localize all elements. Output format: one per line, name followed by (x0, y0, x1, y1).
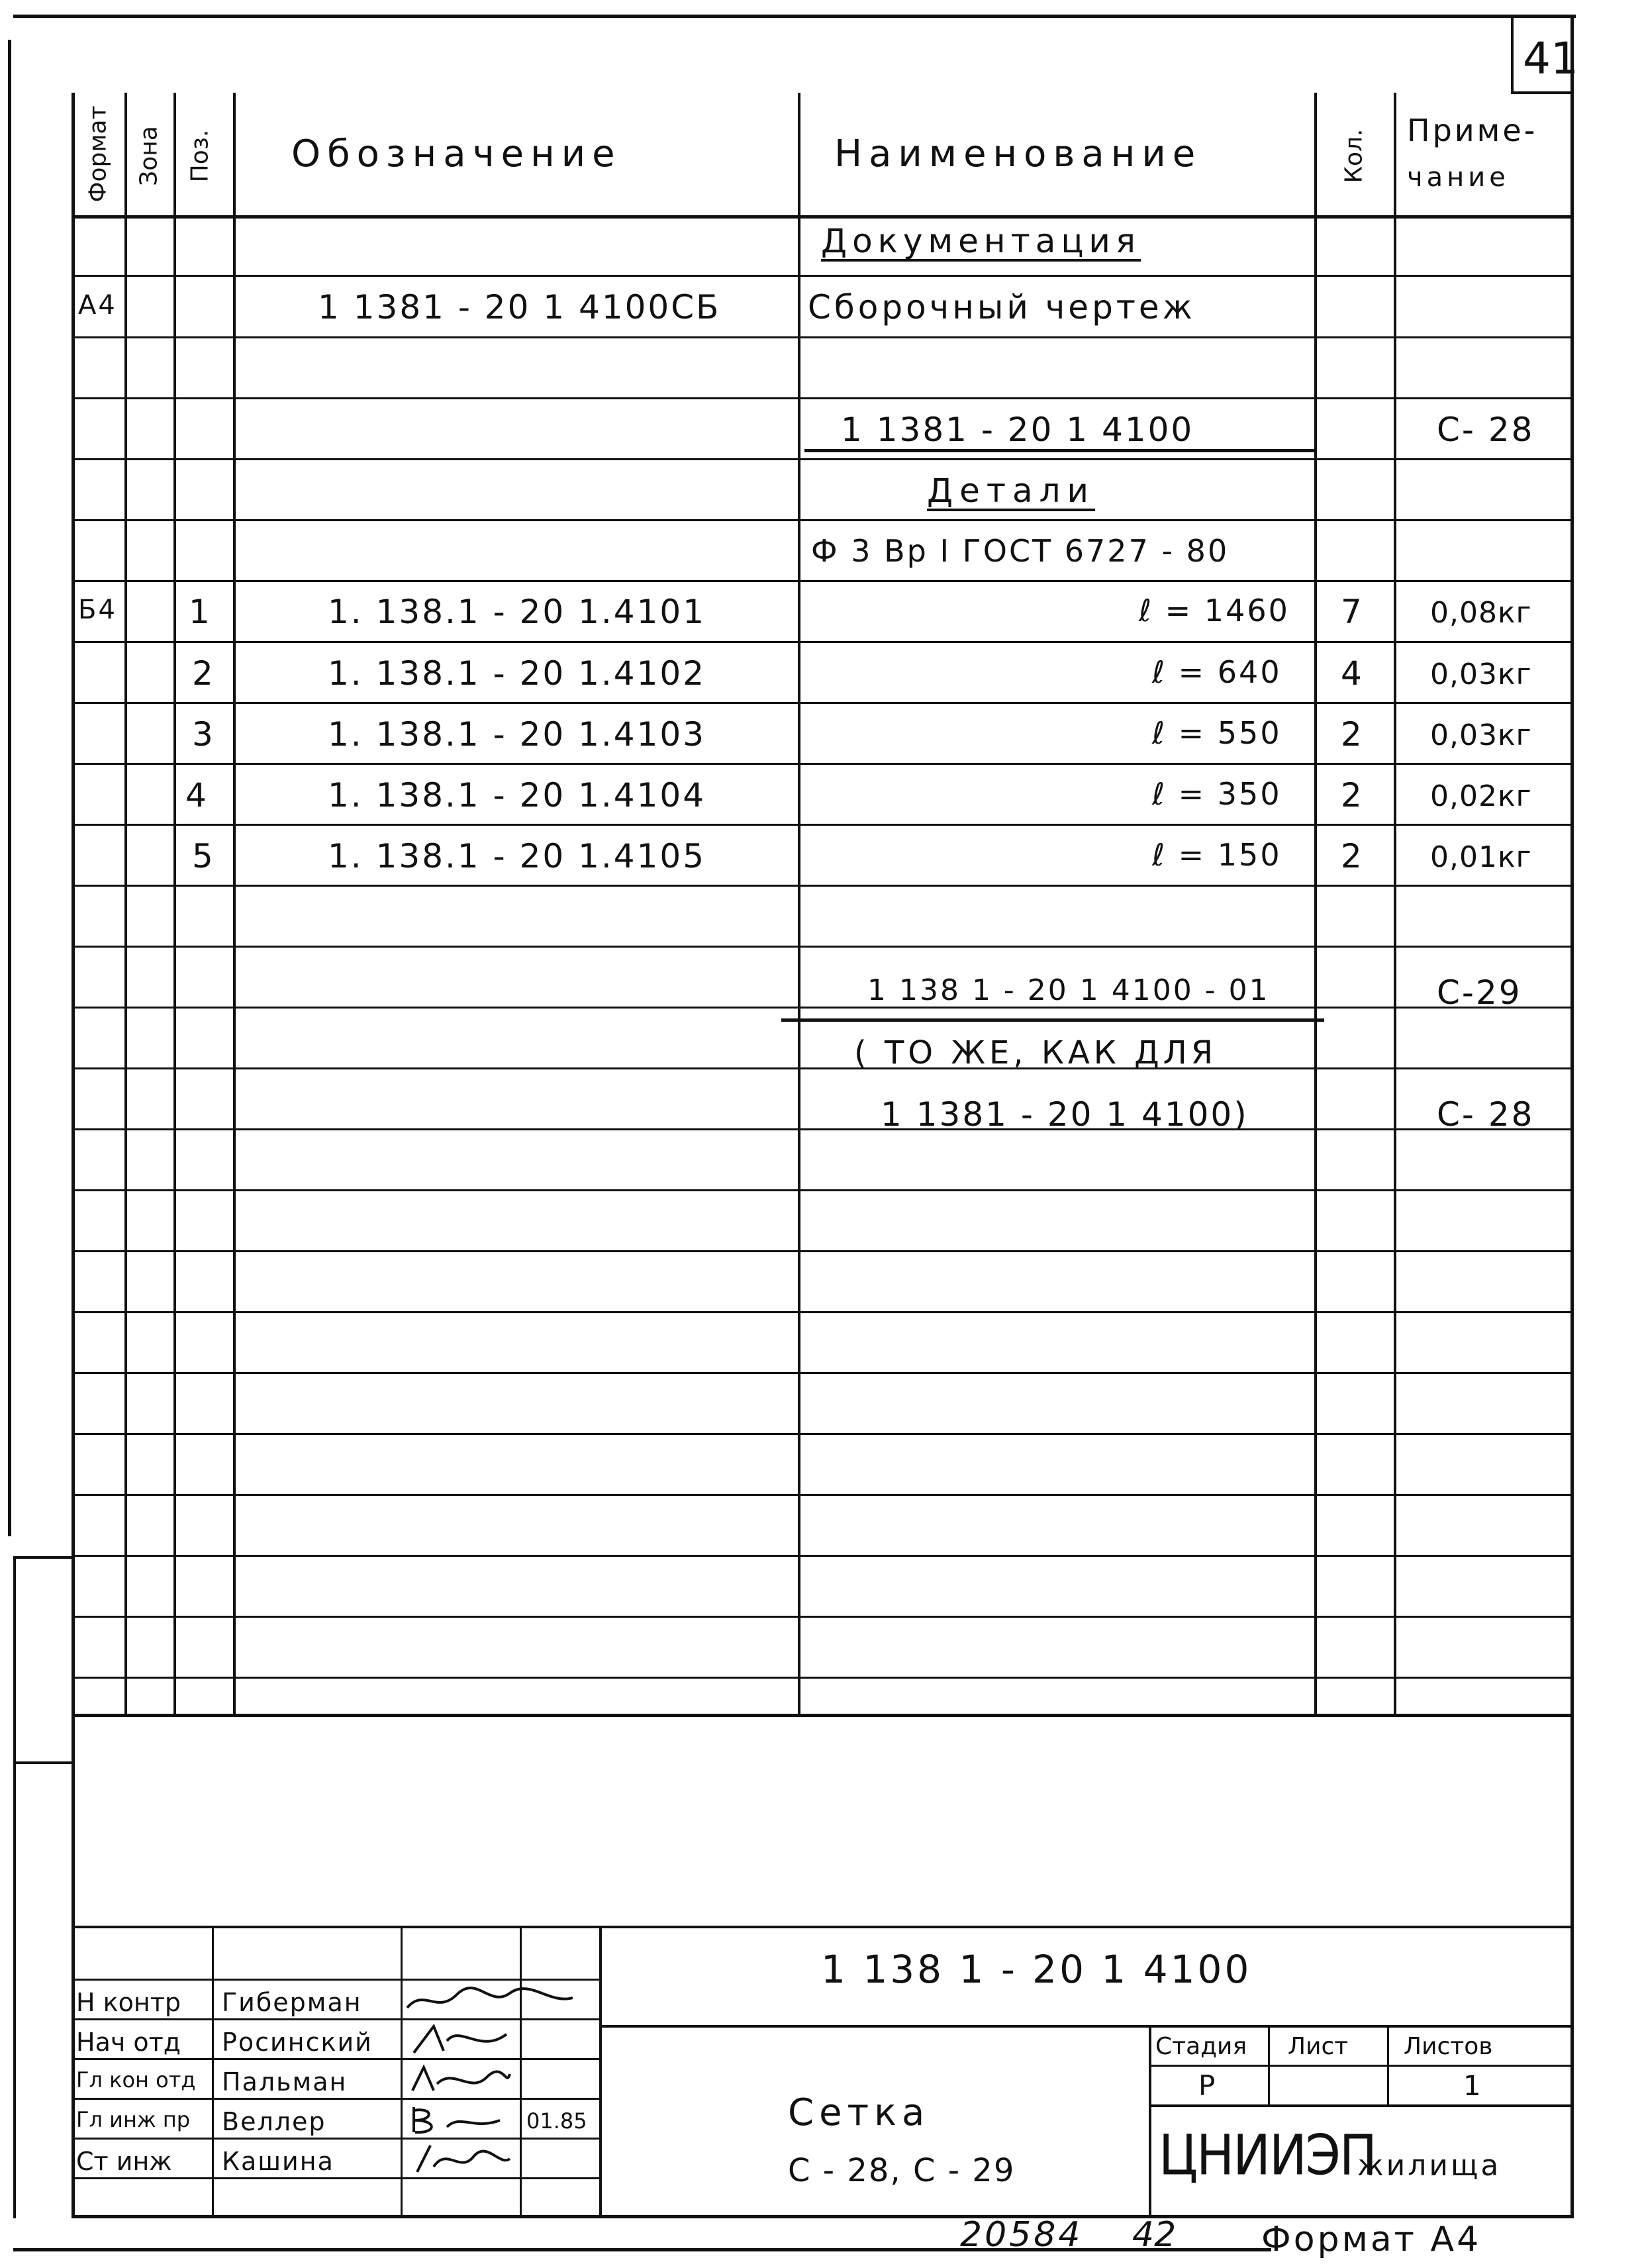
row-6-name: ℓ = 640 (1152, 654, 1282, 690)
row-1-name: Сборочный чертеж (808, 288, 1196, 326)
row-4-name: Ф 3 Вр I ГОСТ 6727 - 80 (811, 533, 1230, 569)
row-9-qty: 2 (1341, 837, 1364, 875)
row-line (72, 763, 1574, 765)
tb-right-section-top (599, 2025, 1574, 2028)
row-6-designation: 1. 138.1 - 20 1.4102 (328, 654, 706, 693)
stage-label: Стадия (1155, 2033, 1247, 2060)
name-veller: Веллер (222, 2107, 326, 2136)
row-line (72, 946, 1574, 948)
row-12-note: С- 28 (1437, 1095, 1535, 1134)
frame-right-line (1570, 15, 1574, 2218)
inventory-number: 20584 (960, 2215, 1083, 2255)
signature (407, 2140, 513, 2177)
underline-kit-code-01 (781, 1018, 1324, 1022)
row-12-name: 1 1381 - 20 1 4100) (881, 1095, 1249, 1134)
row-8-qty: 2 (1341, 776, 1364, 814)
role-gl-kon-otd: Гл кон отд (76, 2067, 196, 2093)
row-7-name: ℓ = 550 (1152, 715, 1282, 751)
row-11-name: ( ТО ЖЕ, КАК ДЛЯ (854, 1034, 1218, 1071)
row-6-qty: 4 (1341, 654, 1364, 693)
header-qty: Кол. (1340, 128, 1368, 183)
row-line (72, 275, 1574, 277)
row-5-note: 0,08кг (1430, 596, 1532, 630)
row-line (72, 1494, 1574, 1496)
row-7-designation: 1. 138.1 - 20 1.4103 (328, 715, 706, 754)
row-line (72, 580, 1574, 582)
signature (407, 2021, 513, 2058)
row-10-note: С-29 (1437, 973, 1522, 1012)
row-line (72, 1372, 1574, 1374)
signature (407, 2100, 513, 2138)
tb-row-line (72, 2098, 601, 2100)
row-line (72, 885, 1574, 887)
row-line (72, 336, 1574, 338)
sheet-label: Лист (1288, 2033, 1349, 2060)
frame-top-line (13, 15, 1576, 18)
row-line (72, 824, 1574, 826)
organization-sub: жилища (1357, 2149, 1502, 2183)
header-name: Наименование (834, 132, 1202, 175)
row-line (72, 1128, 1574, 1130)
signature (404, 1981, 576, 2018)
binding-strip-top (13, 1556, 73, 1559)
sheets-label: Листов (1404, 2033, 1493, 2060)
tb-sheet-col (1268, 2025, 1270, 2106)
tb-stage-col (1149, 2025, 1151, 2217)
document-code: 1 138 1 - 20 1 4100 (821, 1947, 1252, 1992)
name-giberman: Гиберман (222, 1988, 362, 2017)
row-9-note: 0,01кг (1430, 840, 1532, 874)
header-note-line1: Приме- (1407, 113, 1538, 148)
row-line (72, 1189, 1574, 1191)
name-palman: Пальман (222, 2067, 348, 2096)
row-5-pos: 1 (189, 593, 212, 631)
row-1-designation: 1 1381 - 20 1 4100СБ (318, 288, 721, 326)
row-line (72, 1555, 1574, 1557)
organization-main: ЦНИИЭП (1159, 2122, 1376, 2188)
row-5-format: Б4 (78, 595, 117, 625)
tb-row-line (72, 2058, 601, 2060)
tb-stage-header-bottom (1149, 2065, 1574, 2067)
tb-sheets-col (1387, 2025, 1389, 2106)
role-n-kontr: Н контр (76, 1988, 181, 2017)
signature (407, 2061, 513, 2098)
header-note-line2: чание (1407, 162, 1510, 193)
row-1-format: А4 (78, 290, 117, 320)
row-2-note: С- 28 (1437, 411, 1535, 449)
document-title: Сетка (788, 2091, 930, 2134)
header-zone: Зона (135, 126, 163, 186)
row-line (72, 1250, 1574, 1252)
binding-strip-mid (13, 1761, 73, 1764)
row-line (72, 1067, 1574, 1069)
tb-row-line (72, 2177, 601, 2179)
tb-col-date (599, 1926, 602, 2217)
row-8-designation: 1. 138.1 - 20 1.4104 (328, 776, 706, 814)
row-line (72, 397, 1574, 399)
row-2-name: 1 1381 - 20 1 4100 (841, 411, 1194, 449)
row-9-name: ℓ = 150 (1152, 837, 1282, 873)
row-0-name: Документация (821, 222, 1141, 260)
row-line (72, 458, 1574, 460)
header-bottom-line (72, 215, 1574, 219)
left-margin-line (8, 40, 11, 1536)
page-number-box-left (1511, 15, 1514, 93)
row-line (72, 519, 1574, 521)
title-block-top (72, 1926, 1574, 1928)
tb-col-role (212, 1926, 214, 2217)
underline-kit-code (804, 449, 1314, 452)
document-subtitle: С - 28, С - 29 (788, 2152, 1016, 2189)
row-7-note: 0,03кг (1430, 718, 1532, 752)
row-line (72, 1433, 1574, 1435)
stage-value: Р (1198, 2069, 1216, 2102)
tb-row-line (72, 2138, 601, 2140)
row-6-note: 0,03кг (1430, 658, 1532, 691)
row-7-qty: 2 (1341, 715, 1364, 754)
name-kashina: Кашина (222, 2147, 334, 2176)
row-5-designation: 1. 138.1 - 20 1.4101 (328, 593, 706, 631)
frame-left-line (72, 93, 75, 2218)
row-8-name: ℓ = 350 (1152, 776, 1282, 812)
tb-stage-values-bottom (1149, 2104, 1574, 2107)
row-line (72, 1677, 1574, 1679)
row-line (72, 702, 1574, 704)
page-number: 41 (1523, 33, 1578, 84)
row-8-pos: 4 (185, 776, 209, 814)
row-5-qty: 7 (1341, 593, 1364, 631)
row-10-name: 1 138 1 - 20 1 4100 - 01 (867, 973, 1270, 1007)
page-number-box-bottom (1511, 91, 1574, 94)
sheets-value: 1 (1463, 2069, 1481, 2102)
table-bottom-line (72, 1714, 1574, 1717)
row-3-name: Детали (927, 471, 1096, 510)
tb-col-sign (520, 1926, 522, 2217)
header-designation: Обозначение (291, 132, 622, 175)
header-pos: Поз. (186, 129, 214, 183)
role-st-inzh: Ст инж (76, 2147, 172, 2176)
row-6-pos: 2 (192, 654, 215, 693)
approval-date: 01.85 (526, 2108, 587, 2134)
row-line (72, 641, 1574, 643)
row-5-name: ℓ = 1460 (1139, 593, 1290, 628)
row-9-pos: 5 (192, 837, 215, 875)
footer-sheet-number: 42 (1132, 2215, 1177, 2255)
format-label: Формат А4 (1261, 2220, 1482, 2259)
role-gl-inzh-pr: Гл инж пр (76, 2107, 191, 2132)
role-nach-otd: Нач отд (76, 2028, 181, 2057)
frame-bottom-line (72, 2215, 1574, 2218)
row-8-note: 0,02кг (1430, 779, 1532, 813)
tb-row-line (72, 1979, 601, 1981)
tb-col-name (401, 1926, 403, 2217)
binding-strip-line (13, 1556, 16, 2218)
row-line (72, 1007, 1574, 1009)
row-9-designation: 1. 138.1 - 20 1.4105 (328, 837, 706, 875)
header-format: Формат (84, 105, 112, 203)
row-line (72, 1616, 1574, 1618)
tb-row-line (72, 2018, 601, 2020)
name-rosinsky: Росинский (222, 2028, 373, 2057)
row-7-pos: 3 (192, 715, 215, 754)
row-line (72, 1311, 1574, 1313)
